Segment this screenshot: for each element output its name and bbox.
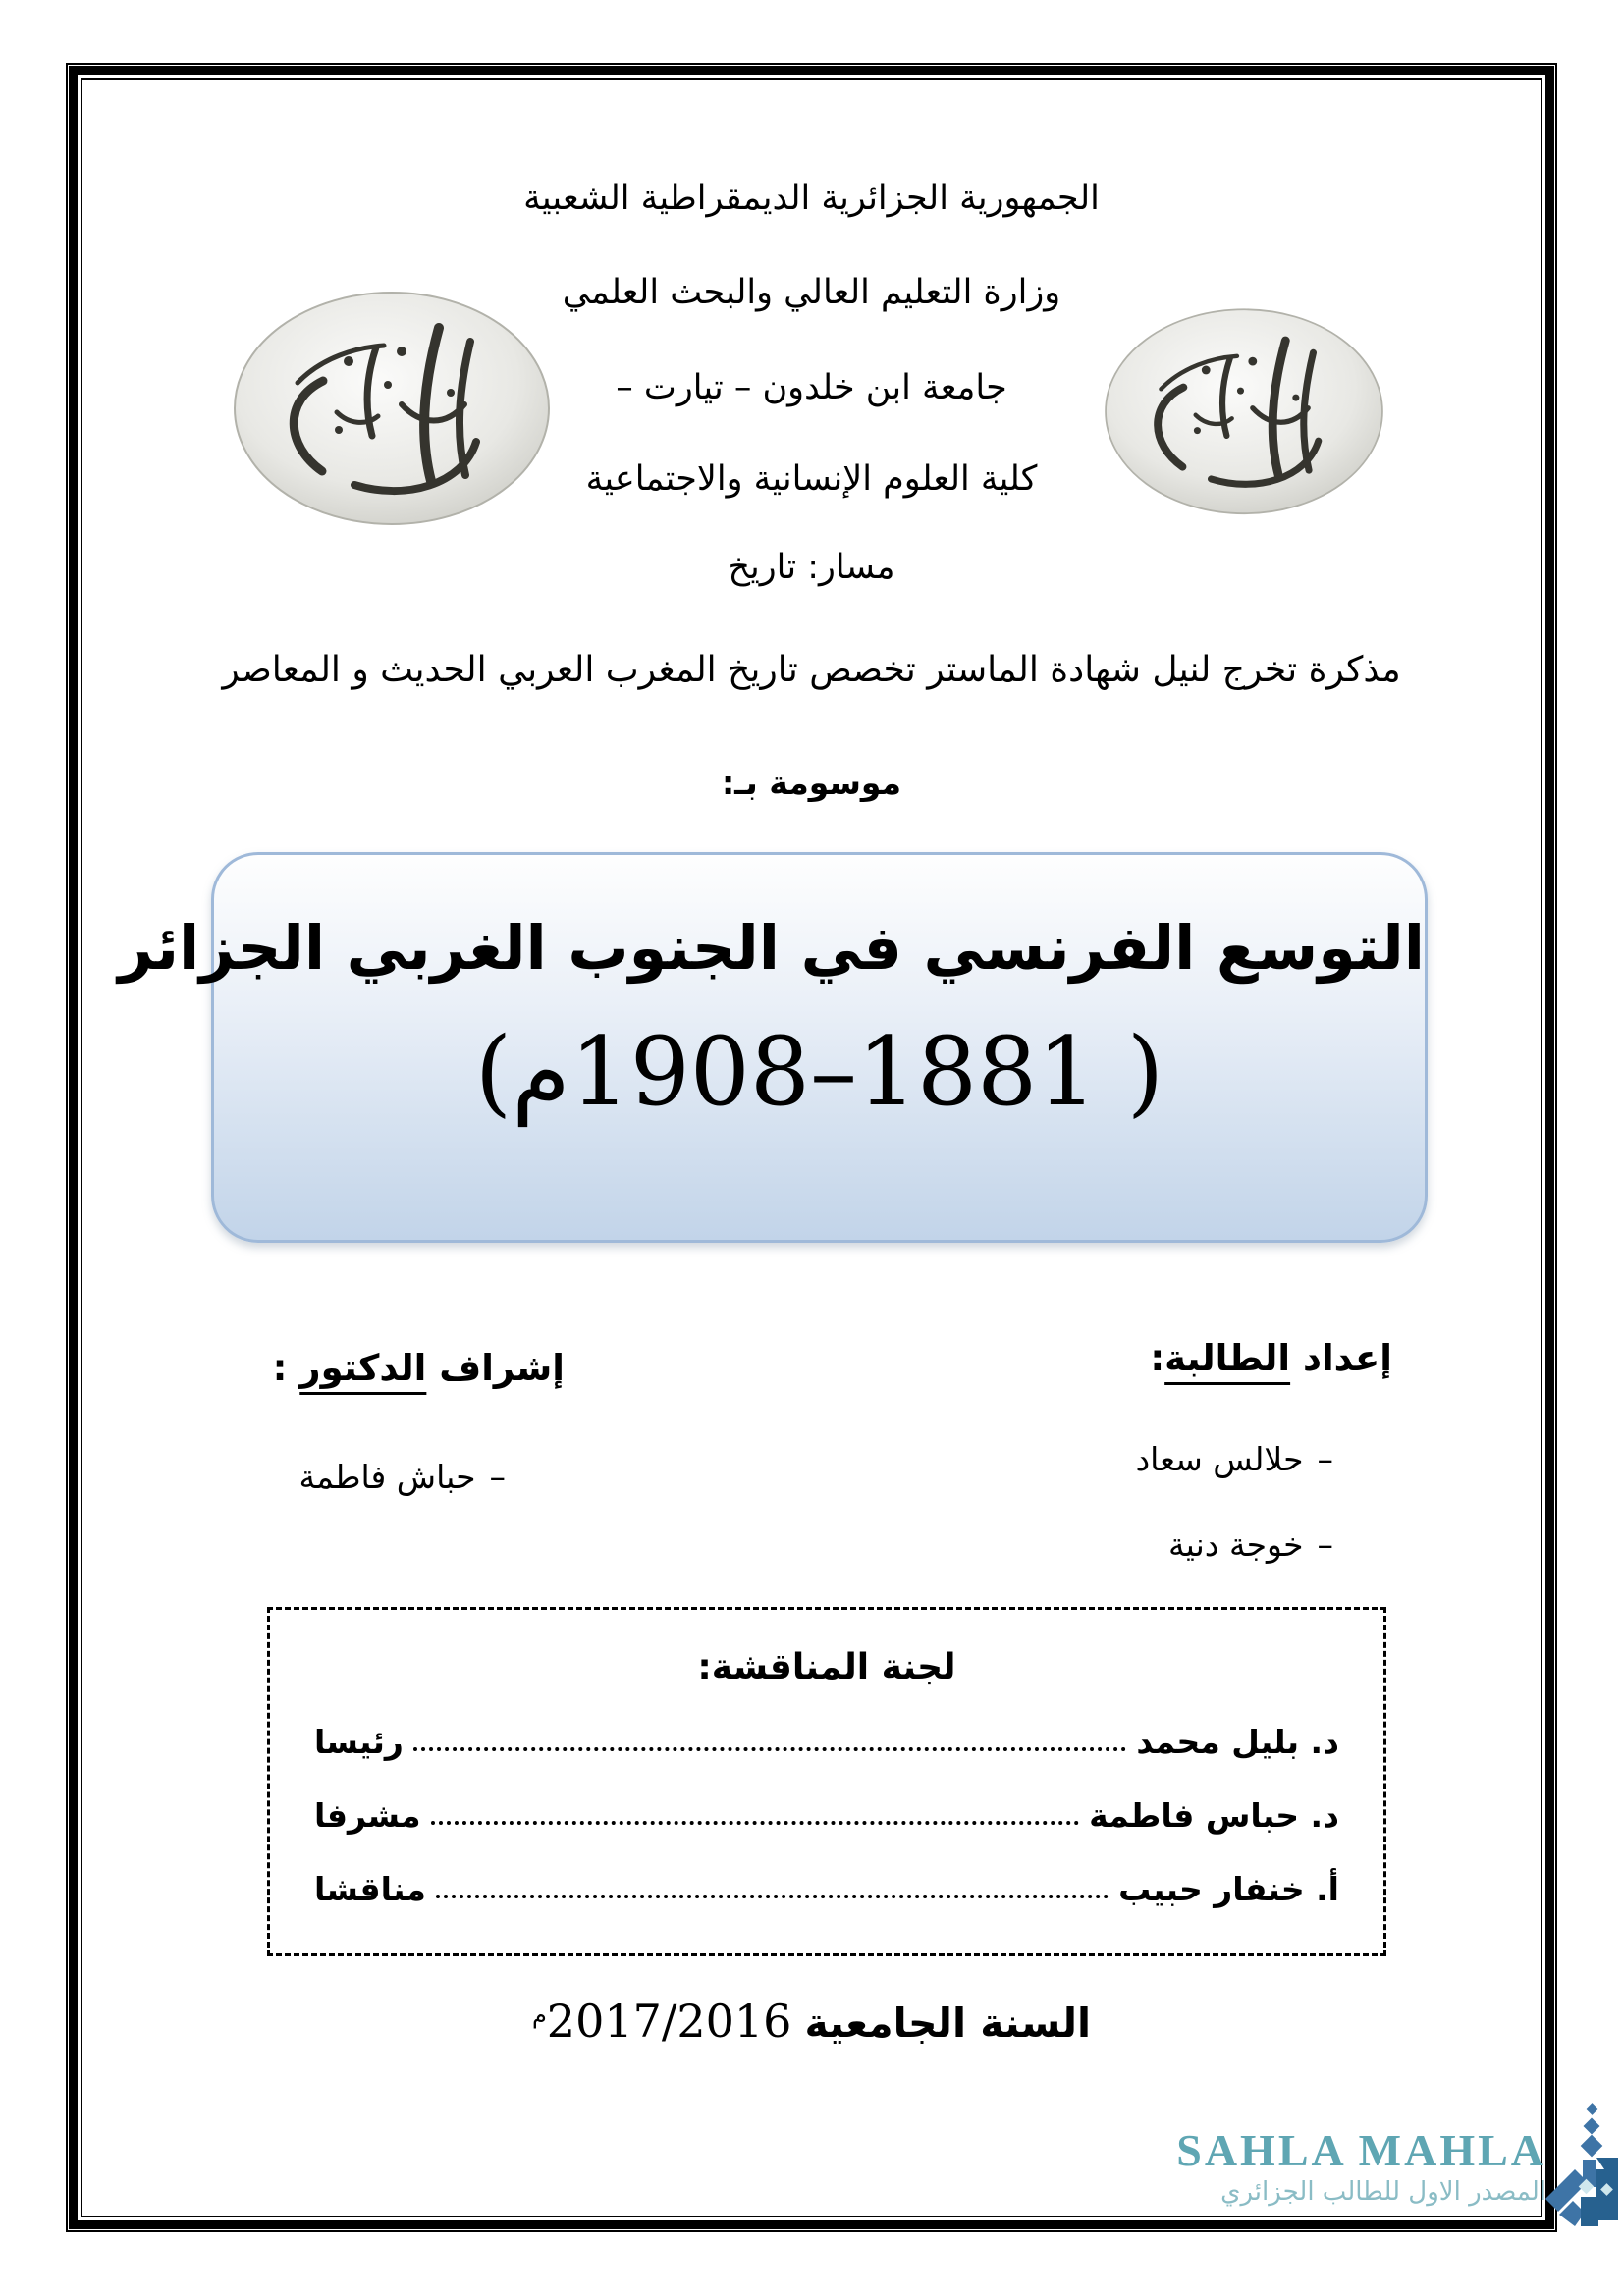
dotted-leader: [413, 1747, 1127, 1751]
academic-year-value: 2017/2016: [546, 1995, 792, 2048]
committee-member-role: مشرفا: [314, 1796, 421, 1835]
list-dash: –: [1317, 1440, 1333, 1478]
academic-year-line: [0, 1995, 1623, 2048]
republic-line: الجمهورية الجزائرية الديمقراطية الشعبية: [523, 179, 1100, 218]
watermark: [1176, 2125, 1546, 2207]
supervision-label: [236, 1347, 565, 1389]
university-seal-icon: [229, 287, 555, 534]
thesis-title-box: [118, 852, 1428, 1243]
thesis-period: ( 1881–1908م): [474, 1017, 1164, 1127]
university-line: جامعة ابن خلدون – تيارت –: [616, 368, 1007, 407]
list-dash: –: [489, 1458, 506, 1496]
academic-year-label: السنة الجامعية: [804, 2000, 1092, 2047]
committee-row: [314, 1796, 1339, 1835]
prepared-label-colon: :: [1150, 1337, 1165, 1379]
tagged-with-line: موسومة بـ:: [721, 764, 902, 802]
prepared-by-section: [1123, 1337, 1392, 1564]
committee-member-name: د. بليل محمد: [1136, 1723, 1339, 1761]
committee-box: [267, 1607, 1386, 1956]
committee-row: [314, 1723, 1339, 1761]
university-seal-icon: [1096, 304, 1392, 522]
dotted-leader: [431, 1821, 1080, 1825]
committee-member-name: أ. خنفار حبيب: [1118, 1870, 1339, 1908]
prepared-label-prefix: إعداد: [1290, 1337, 1392, 1379]
committee-member-name: د. حباس فاطمة: [1089, 1796, 1339, 1835]
watermark-brand: SAHLA MAHLA: [1176, 2125, 1546, 2175]
supervision-label-colon: :: [272, 1347, 300, 1389]
committee-row: [314, 1870, 1339, 1908]
faculty-line: كلية العلوم الإنسانية والاجتماعية: [585, 459, 1038, 499]
committee-member-role: مناقشا: [314, 1870, 426, 1908]
dotted-leader: [436, 1895, 1109, 1898]
thesis-title: التوسع الفرنسي في الجنوب الغربي الجزائر: [118, 912, 1425, 984]
committee-title: لجنة المناقشة:: [697, 1647, 956, 1687]
supervisor-name: [236, 1458, 565, 1496]
student-name: [1123, 1525, 1392, 1564]
kufic-calligraphy-mark-icon: [1540, 2099, 1623, 2235]
committee-member-role: رئيسا: [314, 1723, 404, 1761]
student-name-text: خوجة دنية: [1167, 1525, 1304, 1564]
supervisor-name-text: حباش فاطمة: [298, 1458, 476, 1496]
student-name: [1123, 1440, 1392, 1478]
supervision-label-prefix: إشراف: [426, 1347, 565, 1389]
prepared-label-word: الطالبة: [1164, 1337, 1291, 1379]
watermark-tagline: المصدر الاول للطالب الجزائري: [1220, 2177, 1546, 2207]
track-line: مسار: تاريخ: [728, 548, 895, 587]
memo-line: مذكرة تخرج لنيل شهادة الماستر تخصص تاريخ المغرب العربي الحديث و المعاصر: [222, 650, 1401, 690]
student-name-text: حلالس سعاد: [1135, 1440, 1304, 1478]
academic-year-suffix: م: [531, 2001, 547, 2029]
prepared-by-label: [1123, 1337, 1392, 1379]
list-dash: –: [1317, 1525, 1333, 1564]
ministry-line: وزارة التعليم العالي والبحث العلمي: [562, 273, 1061, 312]
supervision-section: [236, 1347, 565, 1496]
supervision-label-word: الدكتور: [299, 1347, 427, 1389]
